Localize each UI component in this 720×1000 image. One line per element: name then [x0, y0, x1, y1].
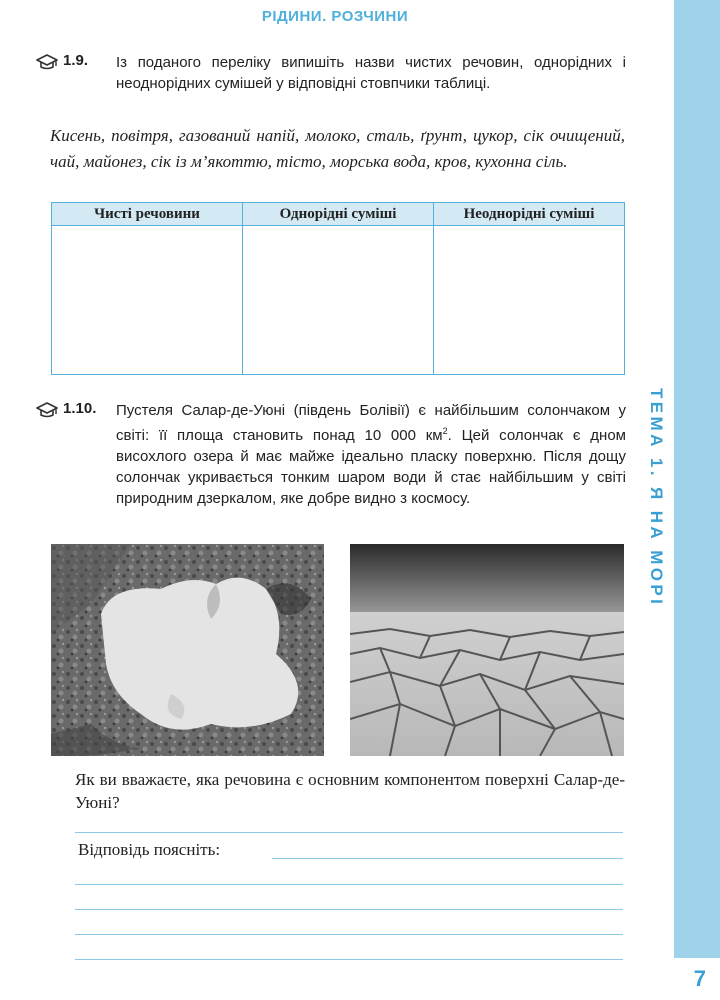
answer-label: Відповідь поясніть:	[78, 840, 221, 859]
task-1-10-text	[116, 400, 626, 509]
task-1-9-text: Із поданого переліку випишіть назви чистих речовин, однорідних і неоднорідних сумішей у відповідні стовпчики таблиці.	[116, 54, 626, 92]
task-1-10-text-after: . Цей солончак є дном висохлого озера й має майже ідеально пласку поверхню. Після дощу солончак укривається тонким шаром води й стає найбільшим у світі природним дзеркалом, яке добре видно з космосу.	[116, 427, 626, 507]
answer-line[interactable]	[272, 858, 623, 859]
table-header-heterogeneous: Неоднорідні суміші	[434, 203, 625, 226]
table-header-pure: Чисті речовини	[52, 203, 243, 226]
task-number: 1.9.	[63, 52, 89, 69]
answer-line[interactable]	[75, 884, 623, 885]
salt-flat-photo	[350, 544, 624, 756]
classification-table	[51, 202, 625, 375]
satellite-photo	[51, 544, 324, 756]
graduation-cap-icon	[36, 54, 58, 72]
table-header-homogeneous: Однорідні суміші	[243, 203, 434, 226]
topic-sidebar-label-wrap	[630, 388, 690, 608]
table-cell-homogeneous[interactable]	[243, 226, 434, 375]
page-number: 7	[693, 966, 706, 991]
answer-line[interactable]	[75, 909, 623, 910]
answer-line[interactable]	[75, 959, 623, 960]
graduation-cap-icon	[36, 402, 58, 420]
answer-line[interactable]	[75, 934, 623, 935]
task-1-10-text-before: Пустеля Салар-де-Уюні (південь Болівії) є найбільшим солончаком у світі: її площа становить понад 10 000 км	[116, 402, 626, 444]
page-header: РІДИНИ. РОЗЧИНИ	[261, 8, 409, 25]
table-cell-pure[interactable]	[52, 226, 243, 375]
answer-line[interactable]	[75, 832, 623, 833]
superscript: 2	[442, 426, 448, 436]
task-text	[116, 52, 626, 94]
task-text	[116, 400, 626, 509]
task-number: 1.10.	[63, 400, 97, 417]
question-text: Як ви вважаєте, яка речовина є основним компонентом поверхні Салар-де-Уюні?	[75, 770, 625, 812]
substances-list: Кисень, повітря, газований напій, молоко, сталь, ґрунт, цукор, сік очищений, чай, майонез, сік із м’якоттю, тісто, морська вода, кров, кухонна сіль.	[50, 126, 625, 171]
topic-sidebar-label: ТЕМА 1. Я НА МОРІ	[647, 388, 666, 608]
table-cell-heterogeneous[interactable]	[434, 226, 625, 375]
